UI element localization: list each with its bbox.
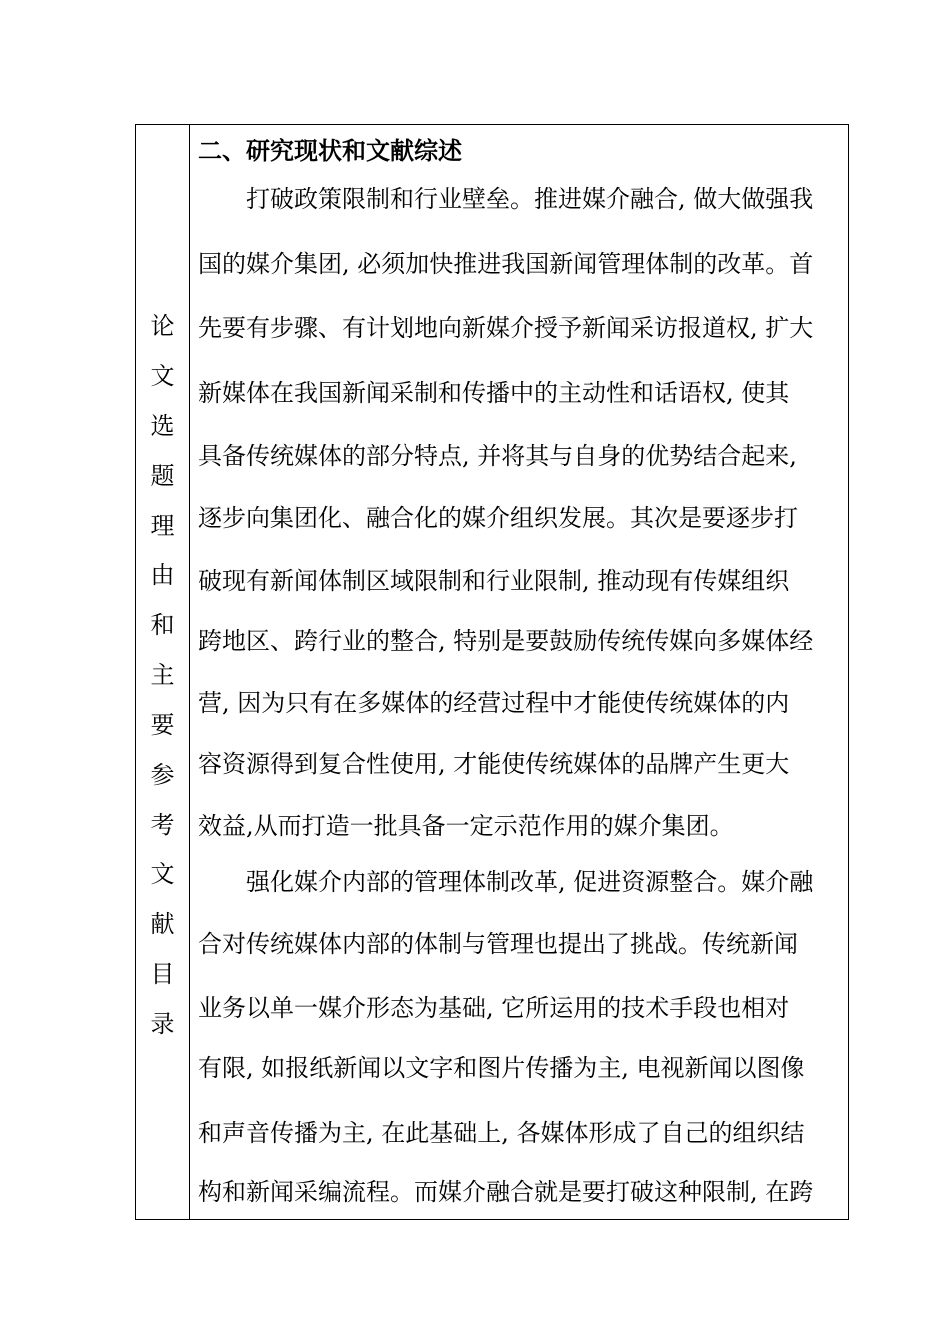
section-heading: 二、研究现状和文献综述: [198, 136, 462, 165]
row-label-column: [136, 125, 189, 1219]
row-label-char: 题: [150, 462, 175, 490]
row-label-char: 主: [150, 661, 175, 689]
paragraph-line: 跨地区、跨行业的整合, 特别是要鼓励传统传媒向多媒体经: [198, 627, 814, 655]
row-label-char: 理: [150, 512, 175, 540]
paragraph-line: 强化媒介内部的管理体制改革, 促进资源整合。媒介融: [198, 868, 814, 896]
row-label-char: 文: [150, 860, 175, 888]
row-label-char: 选: [150, 412, 175, 440]
paragraph-line: 逐步向集团化、融合化的媒介组织发展。其次是要逐步打: [198, 504, 798, 532]
paragraph-line: 营, 因为只有在多媒体的经营过程中才能使传统媒体的内: [198, 689, 790, 717]
row-label-char: 献: [150, 910, 175, 938]
paragraph-line: 容资源得到复合性使用, 才能使传统媒体的品牌产生更大: [198, 750, 790, 778]
paragraph-line: 破现有新闻体制区域限制和行业限制, 推动现有传媒组织: [198, 567, 790, 595]
paragraph-line: 具备传统媒体的部分特点, 并将其与自身的优势结合起来,: [198, 442, 797, 470]
paragraph-line: 新媒体在我国新闻采制和传播中的主动性和话语权, 使其: [198, 379, 790, 407]
row-label-char: 目: [150, 960, 175, 988]
row-label-char: 要: [150, 711, 175, 739]
row-label-char: 论: [150, 312, 175, 340]
paragraph-line: 打破政策限制和行业壁垒。推进媒介融合, 做大做强我: [198, 185, 814, 213]
paragraph-line: 国的媒介集团, 必须加快推进我国新闻管理体制的改革。首: [198, 250, 814, 278]
paragraph-line: 先要有步骤、有计划地向新媒介授予新闻采访报道权, 扩大: [198, 314, 814, 342]
paragraph-line: 效益,从而打造一批具备一定示范作用的媒介集团。: [198, 812, 734, 840]
row-label-char: 和: [150, 611, 175, 639]
row-label-char: 参: [150, 761, 175, 789]
row-label-char: 考: [150, 811, 175, 839]
row-label-char: 由: [150, 561, 175, 589]
form-table: [135, 124, 849, 1220]
paragraph-line: 和声音传播为主, 在此基础上, 各媒体形成了自己的组织结: [198, 1119, 805, 1147]
row-label-char: 录: [150, 1010, 175, 1038]
paragraph-line: 合对传统媒体内部的体制与管理也提出了挑战。传统新闻: [198, 930, 798, 958]
content-column: [198, 125, 842, 1219]
paragraph-line: 构和新闻采编流程。而媒介融合就是要打破这种限制, 在跨: [198, 1178, 814, 1206]
paragraph-line: 有限, 如报纸新闻以文字和图片传播为主, 电视新闻以图像: [198, 1054, 805, 1082]
paragraph-line: 业务以单一媒介形态为基础, 它所运用的技术手段也相对: [198, 994, 790, 1022]
row-label-char: 文: [150, 362, 175, 390]
column-divider: [189, 125, 190, 1219]
